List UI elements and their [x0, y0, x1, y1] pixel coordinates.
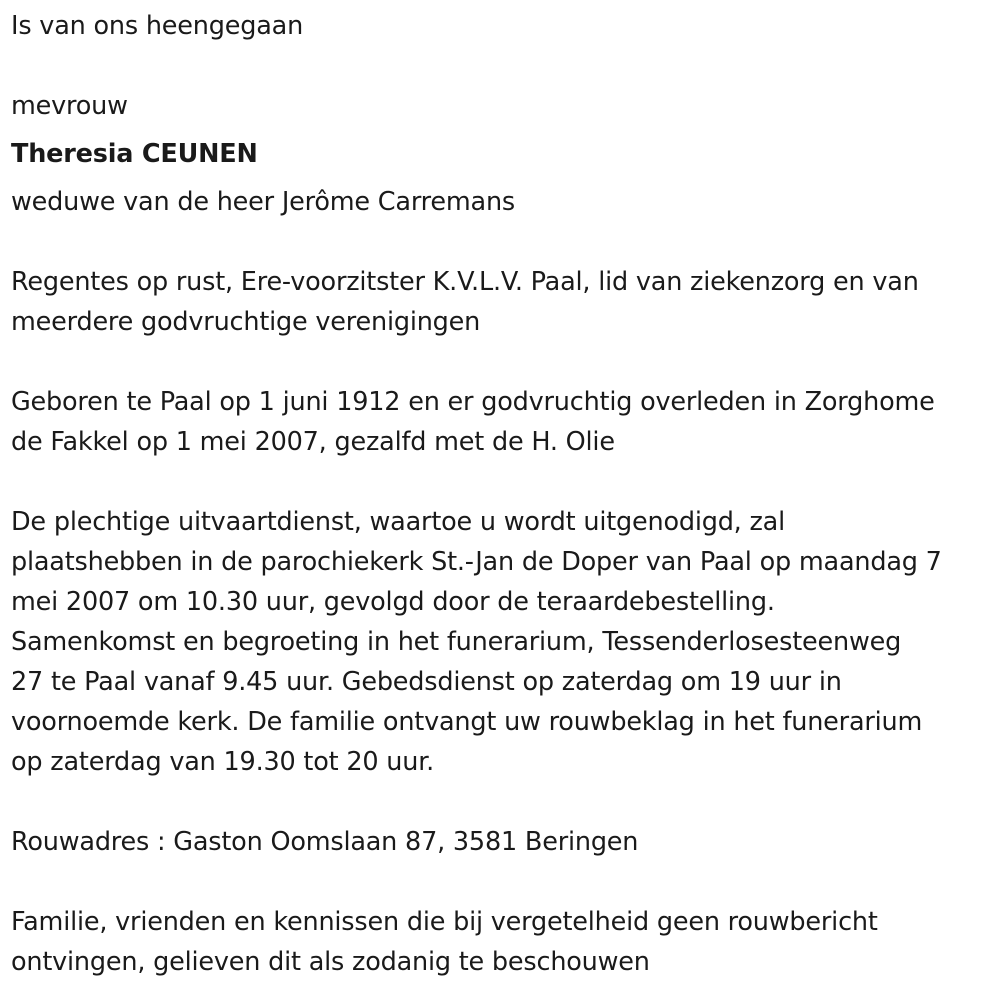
- service-line-1: De plechtige uitvaartdienst, waartoe u wordt uitgenodigd, zal: [11, 507, 785, 537]
- spacer: [11, 782, 991, 822]
- roles-line-1: Regentes op rust, Ere-voorzitster K.V.L.V. Paal, lid van ziekenzorg en van: [11, 267, 919, 297]
- closing-line-1: Familie, vrienden en kennissen die bij vergetelheid geen rouwbericht: [11, 907, 878, 937]
- service-line-4: Samenkomst en begroeting in het funerarium, Tessenderlosesteenweg: [11, 627, 902, 657]
- spacer: [11, 222, 991, 262]
- deceased-name: Theresia CEUNEN: [11, 139, 258, 169]
- service-line-6: voornoemde kerk. De familie ontvangt uw rouwbeklag in het funerarium: [11, 707, 923, 737]
- spacer: [11, 46, 991, 86]
- birth-line-2: de Fakkel op 1 mei 2007, gezalfd met de H. Olie: [11, 427, 615, 457]
- birth-line-1: Geboren te Paal op 1 juni 1912 en er godvruchtig overleden in Zorghome: [11, 387, 935, 417]
- service-line-3: mei 2007 om 10.30 uur, gevolgd door de teraardebestelling.: [11, 587, 775, 617]
- title-text: mevrouw: [11, 91, 128, 121]
- obituary-document: [11, 6, 991, 982]
- spouse-text: weduwe van de heer Jerôme Carremans: [11, 187, 515, 217]
- intro-text: Is van ons heengegaan: [11, 11, 304, 41]
- service-line-2: plaatshebben in de parochiekerk St.-Jan de Doper van Paal op maandag 7: [11, 547, 942, 577]
- service-line-5: 27 te Paal vanaf 9.45 uur. Gebedsdienst op zaterdag om 19 uur in: [11, 667, 842, 697]
- mourning-address: Rouwadres : Gaston Oomslaan 87, 3581 Beringen: [11, 827, 639, 857]
- spacer: [11, 462, 991, 502]
- spacer: [11, 174, 991, 182]
- spacer: [11, 342, 991, 382]
- spacer: [11, 126, 991, 134]
- service-line-7: op zaterdag van 19.30 tot 20 uur.: [11, 747, 435, 777]
- spacer: [11, 862, 991, 902]
- roles-line-2: meerdere godvruchtige verenigingen: [11, 307, 481, 337]
- closing-line-2: ontvingen, gelieven dit als zodanig te beschouwen: [11, 947, 650, 977]
